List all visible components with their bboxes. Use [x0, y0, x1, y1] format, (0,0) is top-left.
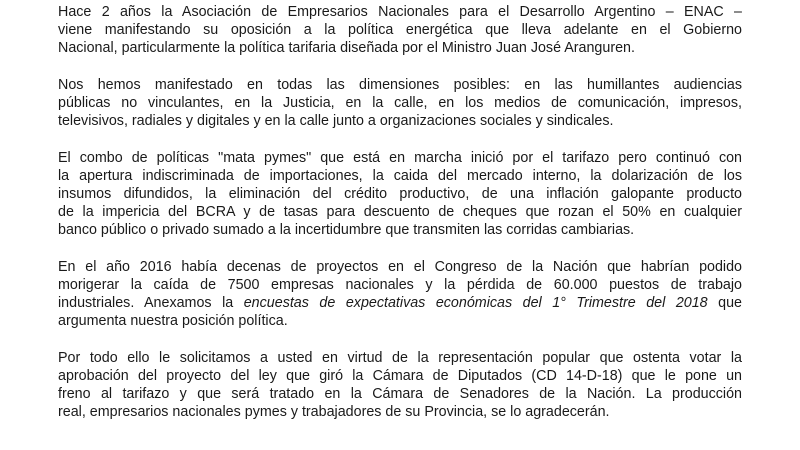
text-line: viene manifestando su oposición a la política energética que lleva adelante en el Gobierno [58, 22, 742, 38]
text-line: Nacional, particularmente la política tarifaria diseñada por el Ministro Juan José Aranguren. [58, 40, 635, 56]
text-segment: industriales. Anexamos la [58, 295, 244, 311]
text-line: morigerar la caída de 7500 empresas nacionales y la pérdida de 60.000 puestos de trabajo [58, 277, 742, 293]
text-line: freno al tarifazo y que será tratado en la Cámara de Senadores de la Nación. La producción [58, 386, 742, 402]
text-line: de la impericia del BCRA y de tasas para descuento de cheques que rozan el 50% en cualquier [58, 204, 742, 220]
text-line: banco público o privado sumado a la incertidumbre que transmiten las corridas cambiarias. [58, 222, 635, 238]
paragraph-3 [58, 149, 742, 239]
paragraph-4 [58, 258, 742, 330]
text-line: insumos difundidos, la eliminación del crédito productivo, de una inflación galopante producto [58, 186, 742, 202]
text-line: Por todo ello le solicitamos a usted en virtud de la representación popular que ostenta votar la [58, 350, 742, 366]
paragraph-1 [58, 3, 742, 57]
letter-body [58, 3, 742, 440]
paragraph-2 [58, 76, 742, 130]
text-line: argumenta nuestra posición política. [58, 313, 288, 329]
text-line: real, empresarios nacionales pymes y trabajadores de su Provincia, se lo agradecerán. [58, 404, 610, 420]
text-line: televisivos, radiales y digitales y en la calle junto a organizaciones sociales y sindicales. [58, 113, 614, 129]
text-line: El combo de políticas "mata pymes" que está en marcha inició por el tarifazo pero continuó con [58, 150, 742, 166]
text-line: Hace 2 años la Asociación de Empresarios Nacionales para el Desarrollo Argentino – ENAC – [58, 4, 742, 20]
text-segment: que [707, 295, 743, 311]
text-line: Nos hemos manifestado en todas las dimensiones posibles: en las humillantes audiencias [58, 77, 742, 93]
text-line: públicas no vinculantes, en la Justicia, en la calle, en los medios de comunicación, impresos, [58, 95, 742, 111]
text-line: aprobación del proyecto del ley que giró la Cámara de Diputados (CD 14-D-18) que le pone un [58, 368, 742, 384]
text-line: En el año 2016 había decenas de proyectos en el Congreso de la Nación que habrían podido [58, 259, 742, 275]
text-line: la apertura indiscriminada de importaciones, la caida del mercado interno, la dolarización de los [58, 168, 742, 184]
survey-reference: encuestas de expectativas económicas del 1° Trimestre del 2018 [243, 295, 708, 311]
text-line [58, 294, 742, 312]
paragraph-5 [58, 349, 742, 421]
